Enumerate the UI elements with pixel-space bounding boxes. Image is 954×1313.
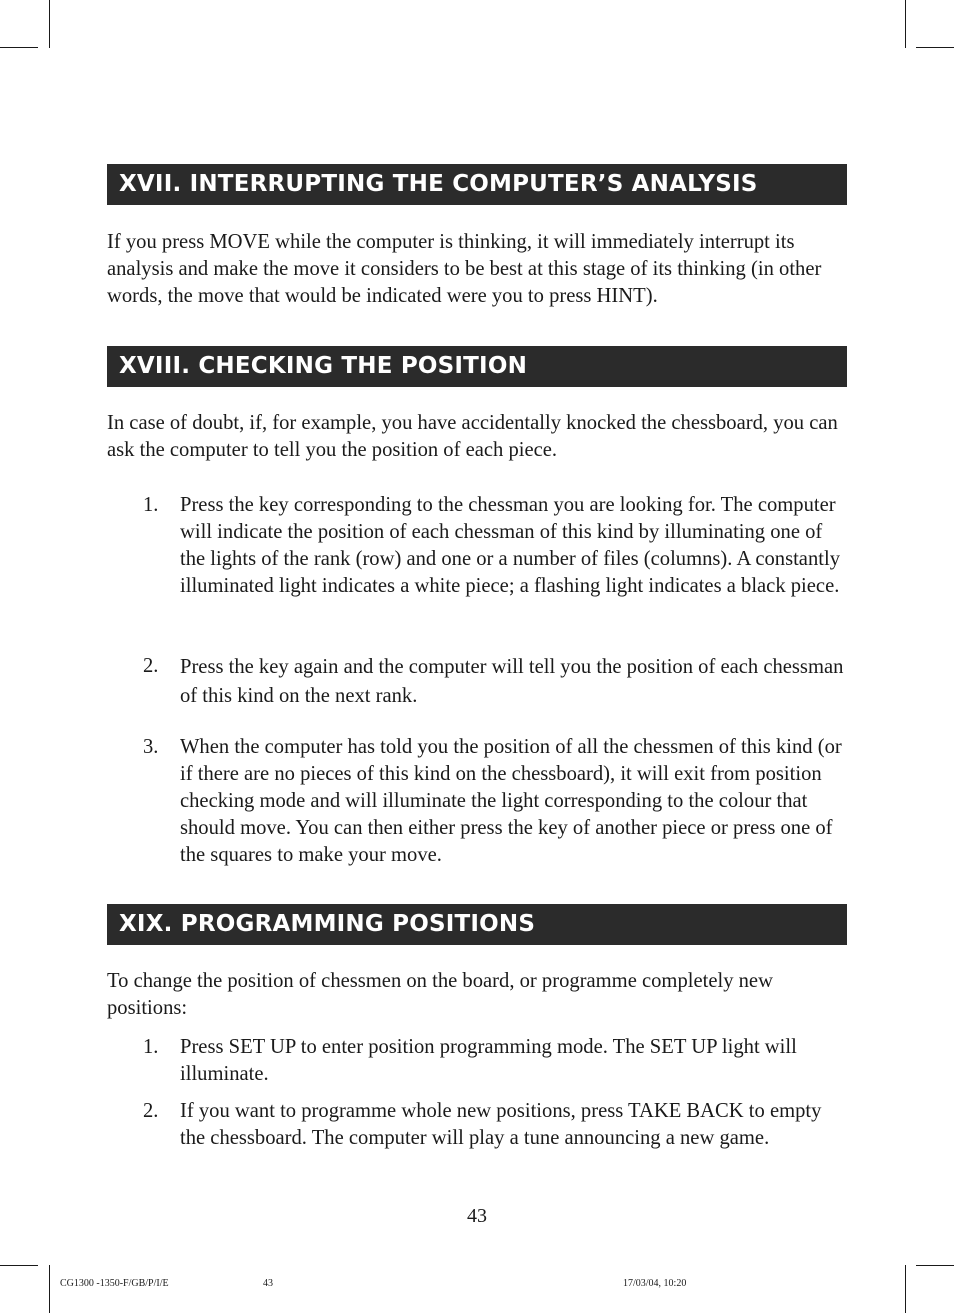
- crop-mark: [49, 1265, 50, 1313]
- section-paragraph: If you press MOVE while the computer is thinking, it will immediately interrupt its analysis and make the move it considers to be best at this stage of its thinking (in other words, the move that would be indicated were you to press HINT).: [107, 231, 822, 307]
- crop-mark: [905, 1265, 906, 1313]
- section-paragraph: To change the position of chessmen on the board, or programme completely new positions:: [107, 970, 773, 1019]
- footer-datetime: 17/03/04, 10:20: [623, 1278, 687, 1289]
- list-item-text: If you want to programme whole new positions, press TAKE BACK to empty the chessboard. The computer will play a tune announcing a new game.: [180, 1100, 822, 1149]
- footer-code: CG1300 -1350-F/GB/P/I/E: [60, 1278, 169, 1289]
- section-paragraph: In case of doubt, if, for example, you have accidentally knocked the chessboard, you can ask the computer to tell you the position of each piece.: [107, 412, 838, 461]
- section-heading: XVIII. CHECKING THE POSITION: [107, 346, 847, 387]
- list-item-text: When the computer has told you the position of all the chessmen of this kind (or if there are no pieces of this kind on the chessboard), it will exit from position checking mode and will illuminate the light corresponding to the colour that should move. You can then either press the key of another piece or press one of the squares to make your move.: [180, 736, 842, 866]
- footer-page: 43: [263, 1278, 273, 1289]
- crop-mark: [916, 1265, 954, 1266]
- page-number: 43: [467, 1205, 487, 1227]
- section-heading: XIX. PROGRAMMING POSITIONS: [107, 904, 847, 945]
- list-item-number: 1.: [143, 494, 159, 516]
- crop-mark: [49, 0, 50, 48]
- list-item-number: 3.: [143, 736, 159, 758]
- list-item-text: Press SET UP to enter position programming mode. The SET UP light will illuminate.: [180, 1036, 797, 1085]
- crop-mark: [0, 1265, 38, 1266]
- list-item-number: 1.: [143, 1036, 159, 1058]
- list-item-number: 2.: [143, 1100, 159, 1122]
- crop-mark: [0, 47, 38, 48]
- list-item-text: Press the key again and the computer will tell you the position of each chessman of this kind on the next rank.: [180, 656, 844, 707]
- crop-mark: [905, 0, 906, 48]
- section-heading: XVII. INTERRUPTING THE COMPUTER’S ANALYSIS: [107, 164, 847, 205]
- list-item-text: Press the key corresponding to the chessman you are looking for. The computer will indicate the position of each chessman of this kind by illuminating one of the lights of the rank (row) and one or a number of files (columns). A constantly illuminated light indicates a white piece; a flashing light indicates a black piece.: [180, 494, 840, 597]
- crop-mark: [916, 47, 954, 48]
- list-item-number: 2.: [143, 655, 159, 677]
